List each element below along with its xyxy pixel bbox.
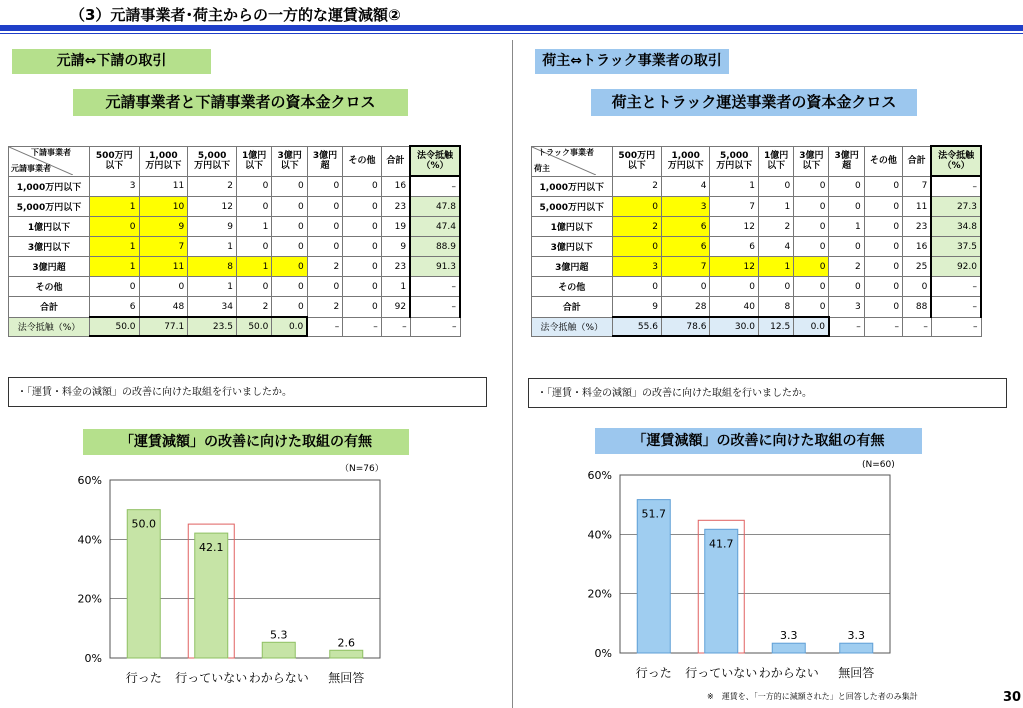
table-cell: 0 xyxy=(343,217,382,237)
table-cell: 91.3 xyxy=(410,257,460,277)
y-tick-label: 0% xyxy=(594,647,612,660)
table-cell: 3 xyxy=(89,176,139,197)
right-cross-title: 荷主とトラック運送事業者の資本金クロス xyxy=(591,89,917,116)
table-cell: 2 xyxy=(188,176,237,197)
table-cell: 9 xyxy=(612,297,661,318)
column-header: 法令抵触 （%） xyxy=(410,146,460,176)
table-cell: 4 xyxy=(661,176,710,197)
bar-value-label: 51.7 xyxy=(641,507,666,521)
y-tick-label: 40% xyxy=(77,533,102,547)
slide-title: （3）元請事業者･荷主からの一方的な運賃減額② xyxy=(70,6,401,24)
x-category-label: 行っていない xyxy=(685,666,758,680)
table-row xyxy=(532,257,982,277)
table-cell: 0 xyxy=(864,257,902,277)
table-cell: 23 xyxy=(903,217,932,237)
table-cell: 48 xyxy=(139,297,188,318)
column-header: 3億円 超 xyxy=(307,146,342,176)
x-category-label: 無回答 xyxy=(838,666,875,680)
table-cell: 0 xyxy=(710,277,759,297)
table-cell: 0 xyxy=(864,176,902,197)
table-cell: 1 xyxy=(710,176,759,197)
table-cell: 0 xyxy=(794,176,829,197)
bar xyxy=(330,650,363,658)
table-cell: 92.0 xyxy=(931,257,981,277)
table-cell: 0 xyxy=(829,277,864,297)
table-cell: 11 xyxy=(139,257,188,277)
column-header: その他 xyxy=(864,146,902,176)
table-cell: 0 xyxy=(272,277,307,297)
table-cell: 0 xyxy=(829,237,864,257)
table-cell: 34.8 xyxy=(931,217,981,237)
column-header: 5,000 万円以下 xyxy=(710,146,759,176)
x-category-label: 行った xyxy=(635,666,672,680)
table-cell: – xyxy=(410,297,460,318)
table-cell: 0 xyxy=(307,237,342,257)
column-header: 1,000 万円以下 xyxy=(661,146,710,176)
row-label: 3億円以下 xyxy=(9,237,90,257)
table-cell: 0 xyxy=(307,217,342,237)
column-header: 500万円 以下 xyxy=(612,146,661,176)
table-cell: 0 xyxy=(864,277,902,297)
table-cell: 7 xyxy=(710,197,759,217)
table-cell: – xyxy=(931,176,981,197)
row-label: 5,000万円以下 xyxy=(532,197,613,217)
table-row xyxy=(9,277,461,297)
bar xyxy=(262,642,295,658)
panel-divider xyxy=(512,40,513,708)
footer-cell: 50.0 xyxy=(89,317,139,336)
table-row xyxy=(9,237,461,257)
table-cell: 1 xyxy=(381,277,410,297)
table-cell: 27.3 xyxy=(931,197,981,217)
table-row xyxy=(532,176,982,197)
table-cell: 8 xyxy=(758,297,793,318)
table-cell: 3 xyxy=(612,257,661,277)
table-cell: 1 xyxy=(188,277,237,297)
footnote: ※ 運賃を、「一方的に減額された」と回答した者のみ集計 xyxy=(707,692,918,701)
table-cell: 0 xyxy=(236,176,271,197)
table-footer-row xyxy=(532,317,982,336)
footer-cell: 23.5 xyxy=(188,317,237,336)
right-bar-chart xyxy=(580,465,910,690)
table-cell: 9 xyxy=(139,217,188,237)
table-cell: 1 xyxy=(188,237,237,257)
footer-cell: – xyxy=(410,317,460,336)
left-bar-chart xyxy=(70,470,400,695)
footer-cell: – xyxy=(931,317,981,336)
footer-cell: 50.0 xyxy=(236,317,271,336)
table-cell: 0 xyxy=(864,237,902,257)
title-rule-thin xyxy=(0,33,1023,34)
table-cell: 1 xyxy=(236,257,271,277)
y-tick-label: 20% xyxy=(587,587,612,601)
row-label: その他 xyxy=(9,277,90,297)
table-row xyxy=(9,297,461,318)
x-category-label: わからない xyxy=(248,671,309,685)
table-cell: 0 xyxy=(829,176,864,197)
bar-value-label: 3.3 xyxy=(847,629,865,643)
right-section-tag: 荷主⇔トラック事業者の取引 xyxy=(535,49,729,74)
table-cell: 0 xyxy=(343,237,382,257)
row-label: 1億円以下 xyxy=(9,217,90,237)
table-cell: 0 xyxy=(612,237,661,257)
table-row xyxy=(9,197,461,217)
table-cell: 9 xyxy=(381,237,410,257)
table-cell: 7 xyxy=(903,176,932,197)
table-cell: 8 xyxy=(188,257,237,277)
table-cell: 12 xyxy=(710,257,759,277)
table-cell: 40 xyxy=(710,297,759,318)
footer-cell: 0.0 xyxy=(794,317,829,336)
x-category-label: わからない xyxy=(758,666,819,680)
table-row xyxy=(532,237,982,257)
corner-bottom-label: 荷主 xyxy=(534,164,550,173)
table-row xyxy=(532,297,982,318)
footer-cell: – xyxy=(343,317,382,336)
table-cell: 28 xyxy=(661,297,710,318)
table-cell: 6 xyxy=(661,217,710,237)
row-label: 3億円超 xyxy=(9,257,90,277)
left-cross-table xyxy=(8,145,461,337)
table-footer-row xyxy=(9,317,461,336)
bar-value-label: 3.3 xyxy=(780,629,798,643)
table-row xyxy=(9,257,461,277)
table-cell: 0 xyxy=(794,237,829,257)
right-question: ・「運賃・料金の減額」の改善に向けた取組を行いましたか。 xyxy=(528,378,1007,408)
table-cell: 0 xyxy=(343,197,382,217)
table-cell: 0 xyxy=(864,197,902,217)
table-cell: 0 xyxy=(236,197,271,217)
table-cell: 0 xyxy=(612,197,661,217)
table-cell: 2 xyxy=(307,297,342,318)
x-category-label: 行っていない xyxy=(175,671,248,685)
table-cell: – xyxy=(931,277,981,297)
column-header: 法令抵触 （%） xyxy=(931,146,981,176)
footer-label: 法令抵触（%） xyxy=(9,317,90,336)
table-cell: 0 xyxy=(794,277,829,297)
corner-top-label: 下請事業者 xyxy=(31,148,71,157)
table-cell: 7 xyxy=(139,237,188,257)
table-cell: 0 xyxy=(758,176,793,197)
table-cell: 3 xyxy=(829,297,864,318)
row-label: 1,000万円以下 xyxy=(9,176,90,197)
bar-value-label: 2.6 xyxy=(337,636,355,650)
table-cell: 0 xyxy=(829,197,864,217)
table-cell: 4 xyxy=(758,237,793,257)
bar-value-label: 41.7 xyxy=(709,537,734,551)
table-cell: 0 xyxy=(272,297,307,318)
left-cross-title: 元請事業者と下請事業者の資本金クロス xyxy=(73,89,408,116)
table-cell: 16 xyxy=(903,237,932,257)
corner-top-label: トラック事業者 xyxy=(538,148,594,157)
table-cell: 0 xyxy=(343,257,382,277)
column-header: 合計 xyxy=(381,146,410,176)
bar-value-label: 50.0 xyxy=(131,517,156,531)
table-row xyxy=(532,277,982,297)
table-cell: 0 xyxy=(343,297,382,318)
footer-cell: 77.1 xyxy=(139,317,188,336)
table-corner xyxy=(9,146,90,176)
table-cell: 88.9 xyxy=(410,237,460,257)
table-cell: 23 xyxy=(381,197,410,217)
right-cross-table xyxy=(531,145,982,337)
row-label: 1,000万円以下 xyxy=(532,176,613,197)
y-tick-label: 20% xyxy=(77,592,102,606)
table-cell: 47.4 xyxy=(410,217,460,237)
y-tick-label: 60% xyxy=(587,469,612,482)
table-cell: 11 xyxy=(903,197,932,217)
table-cell: 1 xyxy=(758,257,793,277)
footer-cell: 12.5 xyxy=(758,317,793,336)
row-label: 3億円超 xyxy=(532,257,613,277)
table-cell: 0 xyxy=(343,176,382,197)
table-cell: 16 xyxy=(381,176,410,197)
y-tick-label: 60% xyxy=(77,474,102,487)
table-cell: 0 xyxy=(236,237,271,257)
table-cell: 19 xyxy=(381,217,410,237)
table-cell: – xyxy=(931,297,981,318)
row-label: 1億円以下 xyxy=(532,217,613,237)
corner-bottom-label: 元請事業者 xyxy=(11,164,51,173)
table-cell: 0 xyxy=(758,277,793,297)
title-rule xyxy=(0,25,1023,31)
table-cell: 11 xyxy=(139,176,188,197)
footer-cell: 0.0 xyxy=(272,317,307,336)
column-header: 1億円 以下 xyxy=(758,146,793,176)
table-row xyxy=(9,176,461,197)
left-question: ・「運賃・料金の減額」の改善に向けた取組を行いましたか。 xyxy=(8,377,487,407)
row-label: 合計 xyxy=(532,297,613,318)
table-cell: 37.5 xyxy=(931,237,981,257)
bar xyxy=(127,510,160,658)
table-cell: 2 xyxy=(612,176,661,197)
left-section-tag: 元請⇔下請の取引 xyxy=(12,49,211,74)
table-cell: 1 xyxy=(89,237,139,257)
bar xyxy=(772,643,805,653)
table-cell: 92 xyxy=(381,297,410,318)
table-cell: 0 xyxy=(794,297,829,318)
page-number: 30 xyxy=(1003,690,1022,705)
table-cell: 0 xyxy=(903,277,932,297)
table-cell: 1 xyxy=(236,217,271,237)
table-cell: 0 xyxy=(272,217,307,237)
table-cell: – xyxy=(410,277,460,297)
table-cell: 12 xyxy=(188,197,237,217)
table-cell: 2 xyxy=(612,217,661,237)
table-cell: 3 xyxy=(661,197,710,217)
table-cell: 0 xyxy=(661,277,710,297)
table-cell: 1 xyxy=(758,197,793,217)
table-cell: 2 xyxy=(236,297,271,318)
table-cell: 1 xyxy=(89,197,139,217)
table-cell: 6 xyxy=(89,297,139,318)
table-cell: 25 xyxy=(903,257,932,277)
column-header: 3億円 以下 xyxy=(794,146,829,176)
table-cell: 0 xyxy=(307,277,342,297)
table-cell: 0 xyxy=(307,197,342,217)
table-cell: 0 xyxy=(272,237,307,257)
table-cell: 0 xyxy=(612,277,661,297)
table-cell: 34 xyxy=(188,297,237,318)
table-cell: 0 xyxy=(272,257,307,277)
bar-value-label: 42.1 xyxy=(199,541,224,555)
x-category-label: 無回答 xyxy=(328,671,365,685)
footer-cell: – xyxy=(864,317,902,336)
table-cell: 88 xyxy=(903,297,932,318)
footer-cell: – xyxy=(381,317,410,336)
table-cell: 0 xyxy=(236,277,271,297)
table-cell: 0 xyxy=(794,257,829,277)
table-cell: 47.8 xyxy=(410,197,460,217)
right-chart-n: (N=60) xyxy=(862,460,895,470)
table-cell: 2 xyxy=(758,217,793,237)
footer-cell: – xyxy=(829,317,864,336)
table-cell: 1 xyxy=(829,217,864,237)
right-chart-title: 「運賃減額」の改善に向けた取組の有無 xyxy=(595,428,922,454)
footer-label: 法令抵触（%） xyxy=(532,317,613,336)
table-cell: 10 xyxy=(139,197,188,217)
table-row xyxy=(532,217,982,237)
footer-cell: – xyxy=(307,317,342,336)
table-cell: 12 xyxy=(710,217,759,237)
left-chart-n: （N=76） xyxy=(340,464,384,474)
table-corner xyxy=(532,146,613,176)
table-cell: 0 xyxy=(794,197,829,217)
table-cell: 0 xyxy=(864,217,902,237)
table-cell: 2 xyxy=(829,257,864,277)
row-label: 3億円以下 xyxy=(532,237,613,257)
table-cell: 0 xyxy=(794,217,829,237)
x-category-label: 行った xyxy=(125,671,162,685)
column-header: 合計 xyxy=(903,146,932,176)
bar xyxy=(840,643,873,653)
table-cell: 6 xyxy=(710,237,759,257)
table-cell: 6 xyxy=(661,237,710,257)
footer-cell: 78.6 xyxy=(661,317,710,336)
row-label: 5,000万円以下 xyxy=(9,197,90,217)
column-header: 500万円 以下 xyxy=(89,146,139,176)
footer-cell: – xyxy=(903,317,932,336)
table-cell: – xyxy=(410,176,460,197)
table-cell: 2 xyxy=(307,257,342,277)
bar xyxy=(637,500,670,653)
table-cell: 0 xyxy=(139,277,188,297)
column-header: 3億円 超 xyxy=(829,146,864,176)
column-header: 5,000 万円以下 xyxy=(188,146,237,176)
table-cell: 9 xyxy=(188,217,237,237)
table-cell: 0 xyxy=(89,217,139,237)
table-row xyxy=(9,217,461,237)
row-label: 合計 xyxy=(9,297,90,318)
column-header: 1億円 以下 xyxy=(236,146,271,176)
table-cell: 0 xyxy=(272,176,307,197)
table-cell: 0 xyxy=(272,197,307,217)
column-header: その他 xyxy=(343,146,382,176)
bar-value-label: 5.3 xyxy=(270,628,288,642)
y-tick-label: 40% xyxy=(587,528,612,542)
table-cell: 7 xyxy=(661,257,710,277)
table-cell: 0 xyxy=(864,297,902,318)
footer-cell: 30.0 xyxy=(710,317,759,336)
footer-cell: 55.6 xyxy=(612,317,661,336)
left-chart-title: 「運賃減額」の改善に向けた取組の有無 xyxy=(83,429,409,455)
table-row xyxy=(532,197,982,217)
y-tick-label: 0% xyxy=(84,652,102,665)
table-cell: 0 xyxy=(307,176,342,197)
table-cell: 0 xyxy=(343,277,382,297)
table-cell: 23 xyxy=(381,257,410,277)
column-header: 3億円 以下 xyxy=(272,146,307,176)
column-header: 1,000 万円以下 xyxy=(139,146,188,176)
row-label: その他 xyxy=(532,277,613,297)
table-cell: 0 xyxy=(89,277,139,297)
table-cell: 1 xyxy=(89,257,139,277)
